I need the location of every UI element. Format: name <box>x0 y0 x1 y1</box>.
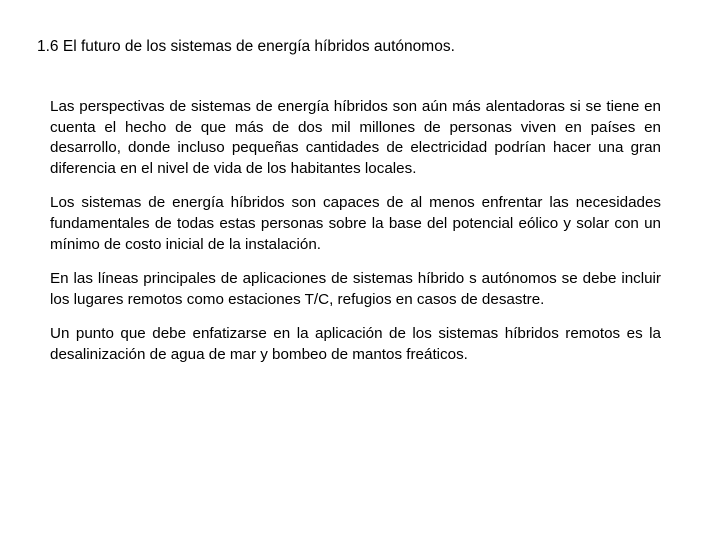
paragraph-desalination: Un punto que debe enfatizarse en la aplicación de los sistemas híbridos remotos es la desalinización de agua de mar y bombeo de mantos freáticos. <box>50 325 661 363</box>
slide-title: 1.6 El futuro de los sistemas de energía híbridos autónomos. <box>37 38 455 55</box>
slide-body <box>50 97 661 380</box>
paragraph-applications: En las líneas principales de aplicaciones de sistemas híbrido s autónomos se debe incluir los lugares remotos como estaciones T/C, refugios en casos de desastre. <box>50 270 661 308</box>
paragraph-capabilities: Los sistemas de energía híbridos son capaces de al menos enfrentar las necesidades fundamentales de todas estas personas sobre la base del potencial eólico y solar con un mínimo de costo inicial de la instalación. <box>50 194 661 253</box>
paragraph-perspectives: Las perspectivas de sistemas de energía híbridos son aún más alentadoras si se tiene en cuenta el hecho de que más de dos mil millones de personas viven en países en desarrollo, donde incluso pequeñas cantidades de electricidad podrían hacer una gran diferencia en el nivel de vida de los habitantes locales. <box>50 98 661 177</box>
